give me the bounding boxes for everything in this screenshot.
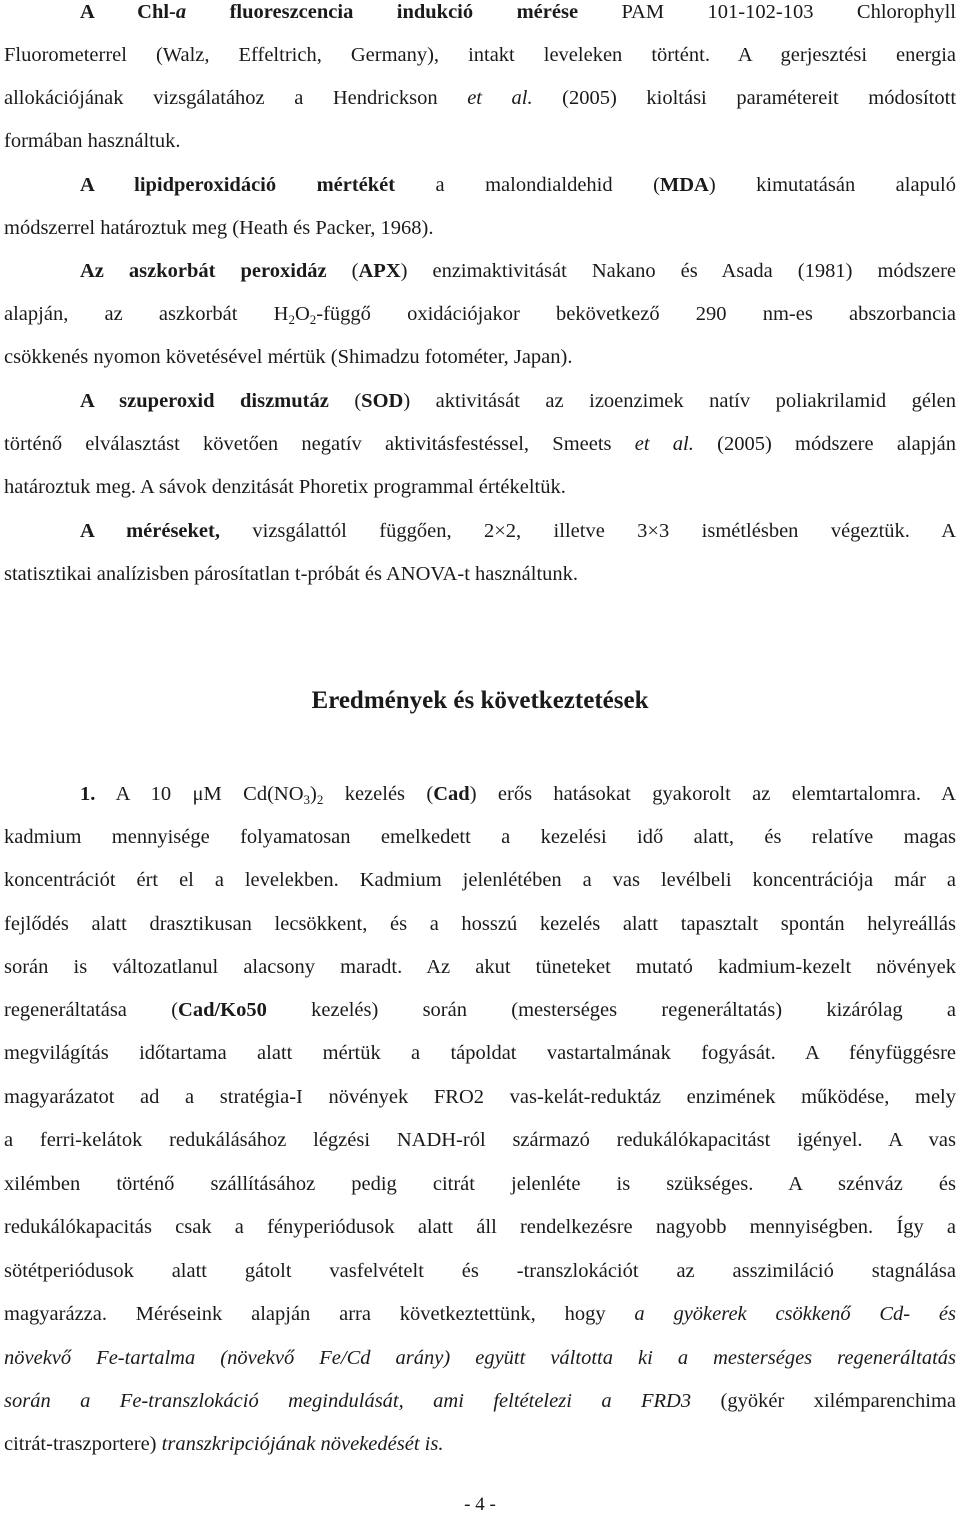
italic-conclusion: a gyökerek csökkenő Cd- és [634, 1303, 956, 1325]
results-line-11: redukálókapacitás csak a fényperiódusok alatt áll rendelkezésre nagyobb mennyiségben. Így a [4, 1216, 956, 1238]
result-number: 1. [80, 783, 96, 805]
text-span: (2005) kioltási paramétereit módosított [532, 87, 957, 109]
methods-p5-line-1 [4, 519, 956, 543]
methods-p4-line-1 [4, 389, 956, 413]
text-span: O [294, 303, 310, 325]
measurements-term: A méréseket, [80, 520, 220, 542]
results-line-13 [4, 1302, 956, 1326]
subscript: 2 [309, 312, 317, 327]
cad-ko50-term: Cad/Ko50 [178, 999, 267, 1021]
text-span: ) kimutatásán alapuló [708, 174, 956, 196]
sod-term: A szuperoxid diszmutáz [80, 390, 329, 412]
text-span: (gyökér xilémparenchima [691, 1390, 956, 1412]
text-span: A 10 μM Cd(NO [95, 783, 304, 805]
methods-p1-line-3 [4, 86, 956, 110]
text-span: kezelés ( [323, 783, 434, 805]
methods-p2-line-2: módszerrel határoztuk meg (Heath és Packer, 1968). [4, 217, 434, 239]
text-span: a malondialdehid ( [395, 174, 660, 196]
section-heading: Eredmények és következtetések [311, 687, 649, 714]
et-al-italic: et al. [634, 433, 694, 455]
results-line-10: xilémben történő szállításához pedig citrát jelenléte is szükséges. A szénváz és [4, 1173, 956, 1195]
methods-p3-line-1 [4, 259, 956, 283]
results-line-8: magyarázatot ad a stratégia-I növények FRO2 vas-kelát-reduktáz enzimének működése, mely [4, 1086, 956, 1108]
chl-a-term-rest: fluoreszcencia indukció mérése [186, 1, 579, 23]
methods-p2-line-1 [4, 173, 956, 197]
results-line-1 [4, 782, 956, 806]
et-al-italic: et al. [467, 87, 533, 109]
text-span: vizsgálattól függően, 2×2, illetve 3×3 ismétlésben végeztük. A [219, 520, 957, 542]
text-span: ) erős hatásokat gyakorolt az elemtartalomra. A [469, 783, 956, 805]
text-span: alapján, az aszkorbát H [4, 303, 289, 325]
sod-abbr: SOD [361, 390, 404, 412]
methods-p4-line-2 [4, 432, 956, 456]
results-line-5: során is változatlanul alacsony maradt. Az akut tüneteket mutató kadmium-kezelt növények [4, 956, 956, 978]
results-line-14: növekvő Fe-tartalma (növekvő Fe/Cd arány) együtt váltotta ki a mesterséges regeneráltatás [4, 1347, 956, 1369]
text-span: ( [328, 390, 362, 412]
text-span: PAM 101-102-103 Chlorophyll [578, 1, 956, 23]
italic-conclusion: transzkripciójának növekedését is. [161, 1433, 444, 1455]
text-span: magyarázza. Méréseink alapján arra következtettünk, hogy [4, 1303, 635, 1325]
subscript: 2 [316, 792, 324, 807]
text-span: ) aktivitását az izoenzimek natív poliakrilamid gélen [403, 390, 956, 412]
results-line-7: megvilágítás időtartama alatt mértük a tápoldat vastartalmának fogyását. A fényfüggésre [4, 1042, 956, 1064]
italic-conclusion: során a Fe-transzlokáció megindulását, ami feltételezi a FRD3 [4, 1390, 692, 1412]
apx-abbr: APX [358, 260, 401, 282]
results-line-16 [4, 1432, 956, 1456]
results-line-4: fejlődés alatt drasztikusan lecsökkent, és a hosszú kezelés alatt tapasztalt spontán helyreállás [4, 913, 956, 935]
lipidperoxidation-term: A lipidperoxidáció mértékét [80, 174, 396, 196]
methods-p1-line-1 [4, 0, 956, 24]
results-line-6 [4, 998, 956, 1022]
methods-p1-line-4: formában használtuk. [4, 130, 181, 152]
text-span: ( [326, 260, 359, 282]
methods-p4-line-3: határoztuk meg. A sávok denzitását Phoretix programmal értékeltük. [4, 476, 566, 498]
subscript: 2 [288, 312, 295, 327]
chl-a-italic: a [175, 1, 187, 23]
cad-term: Cad [433, 783, 470, 805]
results-line-2: kadmium mennyisége folyamatosan emelkedett a kezelési idő alatt, és relatíve magas [4, 826, 956, 848]
text-span: citrát-traszportere) [4, 1433, 162, 1455]
methods-p5-line-2: statisztikai analízisben párosítatlan t-próbát és ANOVA-t használtunk. [4, 563, 579, 585]
text-span: ) enzimaktivitását Nakano és Asada (1981) módszere [400, 260, 956, 282]
mda-term: MDA [659, 174, 709, 196]
text-span: (2005) módszere alapján [693, 433, 957, 455]
results-line-3: koncentrációt ért el a levelekben. Kadmium jelenlétében a vas levélbeli koncentrációja már a [4, 869, 956, 891]
methods-p3-line-2 [4, 302, 956, 326]
text-span: történő elválasztást követően negatív aktivitásfestéssel, Smeets [4, 433, 635, 455]
text-span: -függő oxidációjakor bekövetkező 290 nm-es abszorbancia [316, 303, 956, 325]
results-line-15 [4, 1389, 956, 1413]
subscript: 3 [303, 792, 310, 807]
text-span: regeneráltatása ( [4, 999, 179, 1021]
chl-a-term: A Chl- [80, 1, 176, 23]
apx-term: Az aszkorbát peroxidáz [80, 260, 327, 282]
methods-p3-line-3: csökkenés nyomon követésével mértük (Shimadzu fotométer, Japan). [4, 346, 573, 368]
text-span: kezelés) során (mesterséges regeneráltatás) kizárólag a [266, 999, 956, 1021]
text-span: allokációjának vizsgálatához a Hendrickson [4, 87, 468, 109]
results-line-9: a ferri-kelátok redukálásához légzési NADH-ról származó redukálókapacitást igényel. A vas [4, 1129, 956, 1151]
results-line-12: sötétperiódusok alatt gátolt vasfelvételt és -transzlokációt az asszimiláció stagnálása [4, 1260, 956, 1282]
methods-p1-line-2: Fluorometerrel (Walz, Effeltrich, Germany), intakt leveleken történt. A gerjesztési energia [4, 44, 956, 66]
text-span: ) [310, 783, 317, 805]
page-number: - 4 - [464, 1494, 496, 1515]
